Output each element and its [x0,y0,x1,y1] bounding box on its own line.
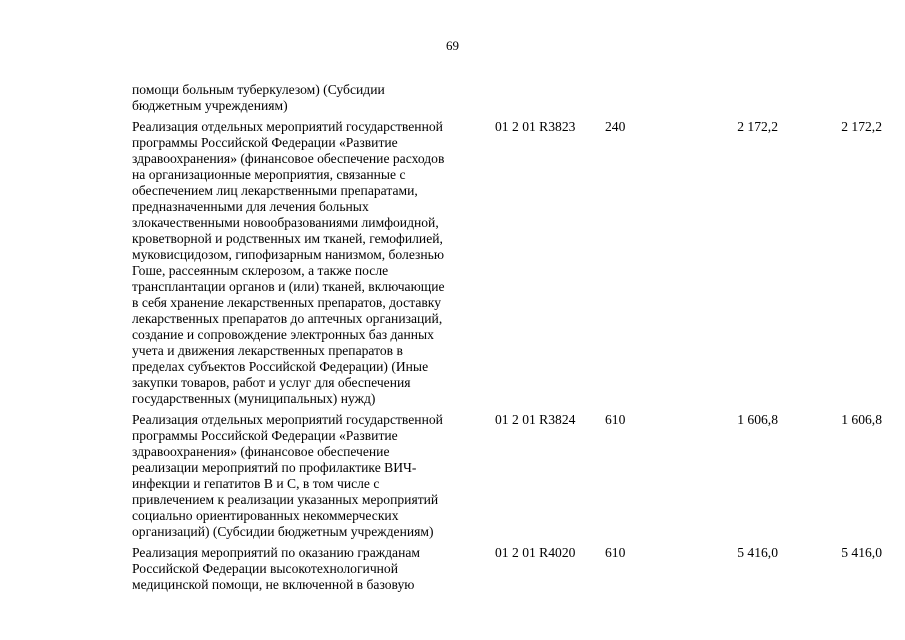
row-expense-type: 610 [605,412,626,427]
row-amount-1: 2 172,2 [737,119,778,134]
row-description: Реализация мероприятий по оказанию гражданам Российской Федерации высокотехнологичной медицинской помощи, не включенной в базовую [132,545,420,592]
page-number: 69 [446,38,459,53]
row-code: 01 2 01 R4020 [495,545,576,560]
row-expense-type: 240 [605,119,626,134]
row-code: 01 2 01 R3824 [495,412,576,427]
row-amount-2: 5 416,0 [841,545,882,560]
row-amount-2: 1 606,8 [841,412,882,427]
row-amount-2: 2 172,2 [841,119,882,134]
row-code: 01 2 01 R3823 [495,119,576,134]
table-row [0,545,905,593]
row-amount-1: 5 416,0 [737,545,778,560]
row-description: Реализация отдельных мероприятий государственной программы Российской Федерации «Развитие здравоохранения» (финансовое обеспечение реализации мероприятий по профилактике ВИЧ- инфекции и гепатитов В и С, в том числе с привлечением к реализации указанных мероприятий социально ориентированных некоммерческих организаций) (Субсидии бюджетным учреждениям) [132,412,443,539]
table-row [0,119,905,407]
table-row [0,82,905,114]
row-description: Реализация отдельных мероприятий государственной программы Российской Федерации «Развитие здравоохранения» (финансовое обеспечение расходов на организационные мероприятия, связанные с обеспечением лиц лекарственными препаратами, предназначенными для лечения больных злокачественными новообразованиями лимфоидной, кроветворной и родственных им тканей, гемофилией, муковисцидозом, гипофизарным нанизмом, болезнью Гоше, рассеянным склерозом, а также после трансплантации органов и (или) тканей, включающие в себя хранение лекарственных препаратов, доставку лекарственных препаратов до аптечных организаций, создание и сопровождение электронных баз данных учета и движения лекарственных препаратов в пределах субъектов Российской Федерации) (Иные закупки товаров, работ и услуг для обеспечения государственных (муниципальных) нужд) [132,119,445,406]
table-row [0,412,905,540]
row-expense-type: 610 [605,545,626,560]
budget-table [0,82,905,598]
row-description: помощи больным туберкулезом) (Субсидии бюджетным учреждениям) [132,82,385,113]
row-amount-1: 1 606,8 [737,412,778,427]
